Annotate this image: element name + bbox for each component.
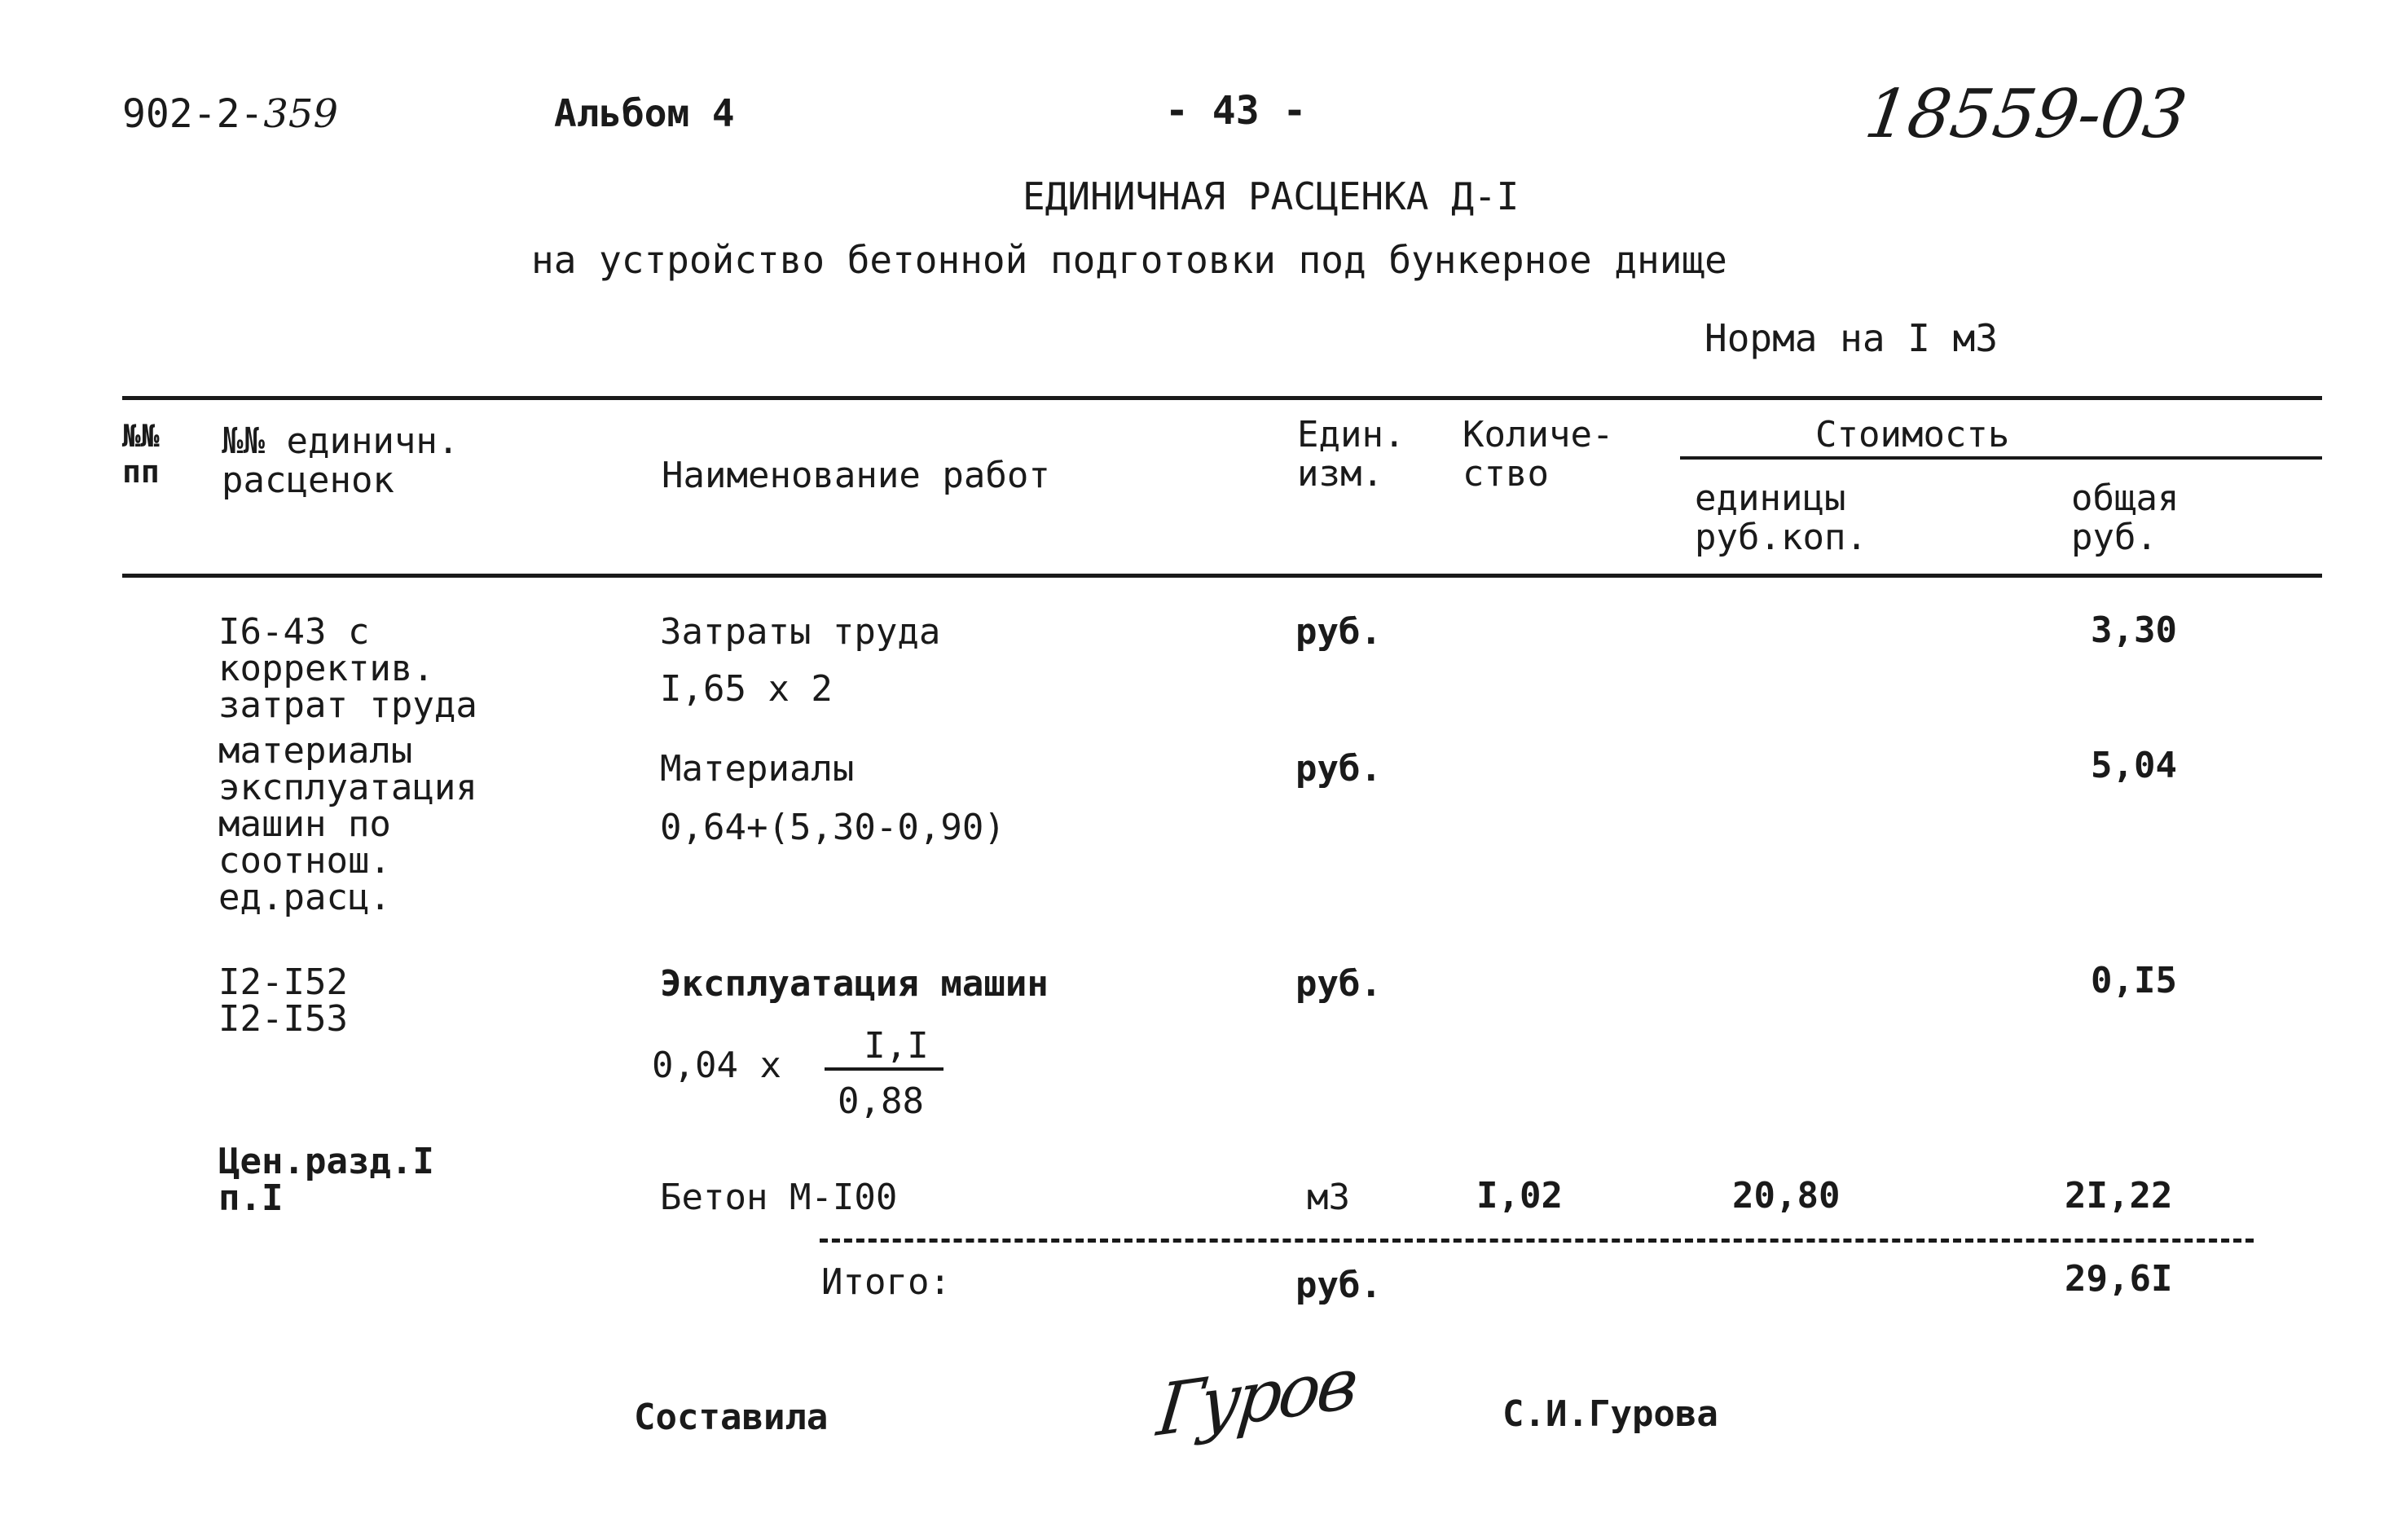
header-col-unit: Един. изм.: [1297, 414, 1405, 495]
cost-group-rule: [1680, 456, 2322, 460]
page-title: ЕДИНИЧНАЯ РАСЦЕНКА Д-I: [1023, 174, 1520, 218]
row4-total: 2I,22: [2065, 1175, 2173, 1217]
signature: Гуров: [1153, 1341, 1359, 1454]
row4-unit: м3: [1307, 1177, 1350, 1218]
row1-formula: I,65 х 2: [660, 668, 833, 710]
header-col-name: Наименование работ: [662, 455, 1050, 496]
compiler-name: С.И.Гурова: [1502, 1393, 1718, 1435]
compiled-label: Составила: [634, 1397, 829, 1438]
row1-code: I6-43 с корректив. затрат труда: [218, 611, 477, 726]
table-top-rule: [122, 396, 2322, 400]
row4-unit-cost: 20,80: [1732, 1175, 1841, 1217]
row3-name: Эксплуатация машин: [660, 963, 1049, 1005]
row3-formula-prefix: 0,04 х: [652, 1045, 781, 1086]
row3-fraction-bar: [825, 1067, 943, 1071]
summary-unit: руб.: [1295, 1265, 1382, 1306]
page-subtitle: на устройство бетонной подготовки под бункерное днище: [531, 238, 1727, 282]
row2-formula: 0,64+(5,30-0,90): [660, 807, 1005, 848]
row2-unit: руб.: [1295, 748, 1382, 790]
page-number: - 43 -: [1165, 88, 1307, 134]
header-col-pp: №№ пп: [122, 418, 160, 490]
row3-formula-numerator: I,I: [864, 1025, 929, 1067]
document-number: 18559-03: [1860, 76, 2192, 153]
row3-total: 0,I5: [2091, 960, 2177, 1001]
row1-unit: руб.: [1295, 611, 1382, 653]
document-code-number: 359: [263, 91, 339, 137]
header-col-unit-cost: единицы руб.коп.: [1695, 477, 1867, 559]
header-col-code: №№ единичн. расценок: [222, 420, 460, 502]
norm-label: Норма на I м3: [1704, 316, 1999, 360]
header-col-cost: Стоимость: [1815, 414, 2010, 455]
row2-name: Материалы: [660, 748, 855, 790]
header-col-qty: Количе- ство: [1463, 414, 1614, 495]
row3-formula-denominator: 0,88: [838, 1080, 924, 1122]
row3-unit: руб.: [1295, 963, 1382, 1005]
row3-code: I2-I52 I2-I53: [218, 961, 348, 1040]
header-col-total: общая руб.: [2071, 477, 2179, 559]
document-code-prefix: 902-2-: [122, 91, 264, 137]
album-label: Альбом 4: [554, 91, 735, 135]
document-code: [122, 91, 339, 137]
row2-total: 5,04: [2091, 745, 2177, 786]
summary-divider: [820, 1239, 2254, 1243]
row4-qty: I,02: [1476, 1175, 1563, 1217]
table-header-rule: [122, 574, 2322, 578]
row2-code: материалы эксплуатация машин по соотнош. ед.расц.: [218, 730, 477, 918]
row1-name: Затраты труда: [660, 611, 941, 653]
summary-total: 29,6I: [2065, 1258, 2173, 1300]
summary-label: Итого:: [821, 1261, 951, 1303]
row1-total: 3,30: [2091, 609, 2177, 651]
row4-name: Бетон М-I00: [660, 1177, 898, 1218]
row4-code: Цен.разд.I п.I: [218, 1141, 434, 1219]
